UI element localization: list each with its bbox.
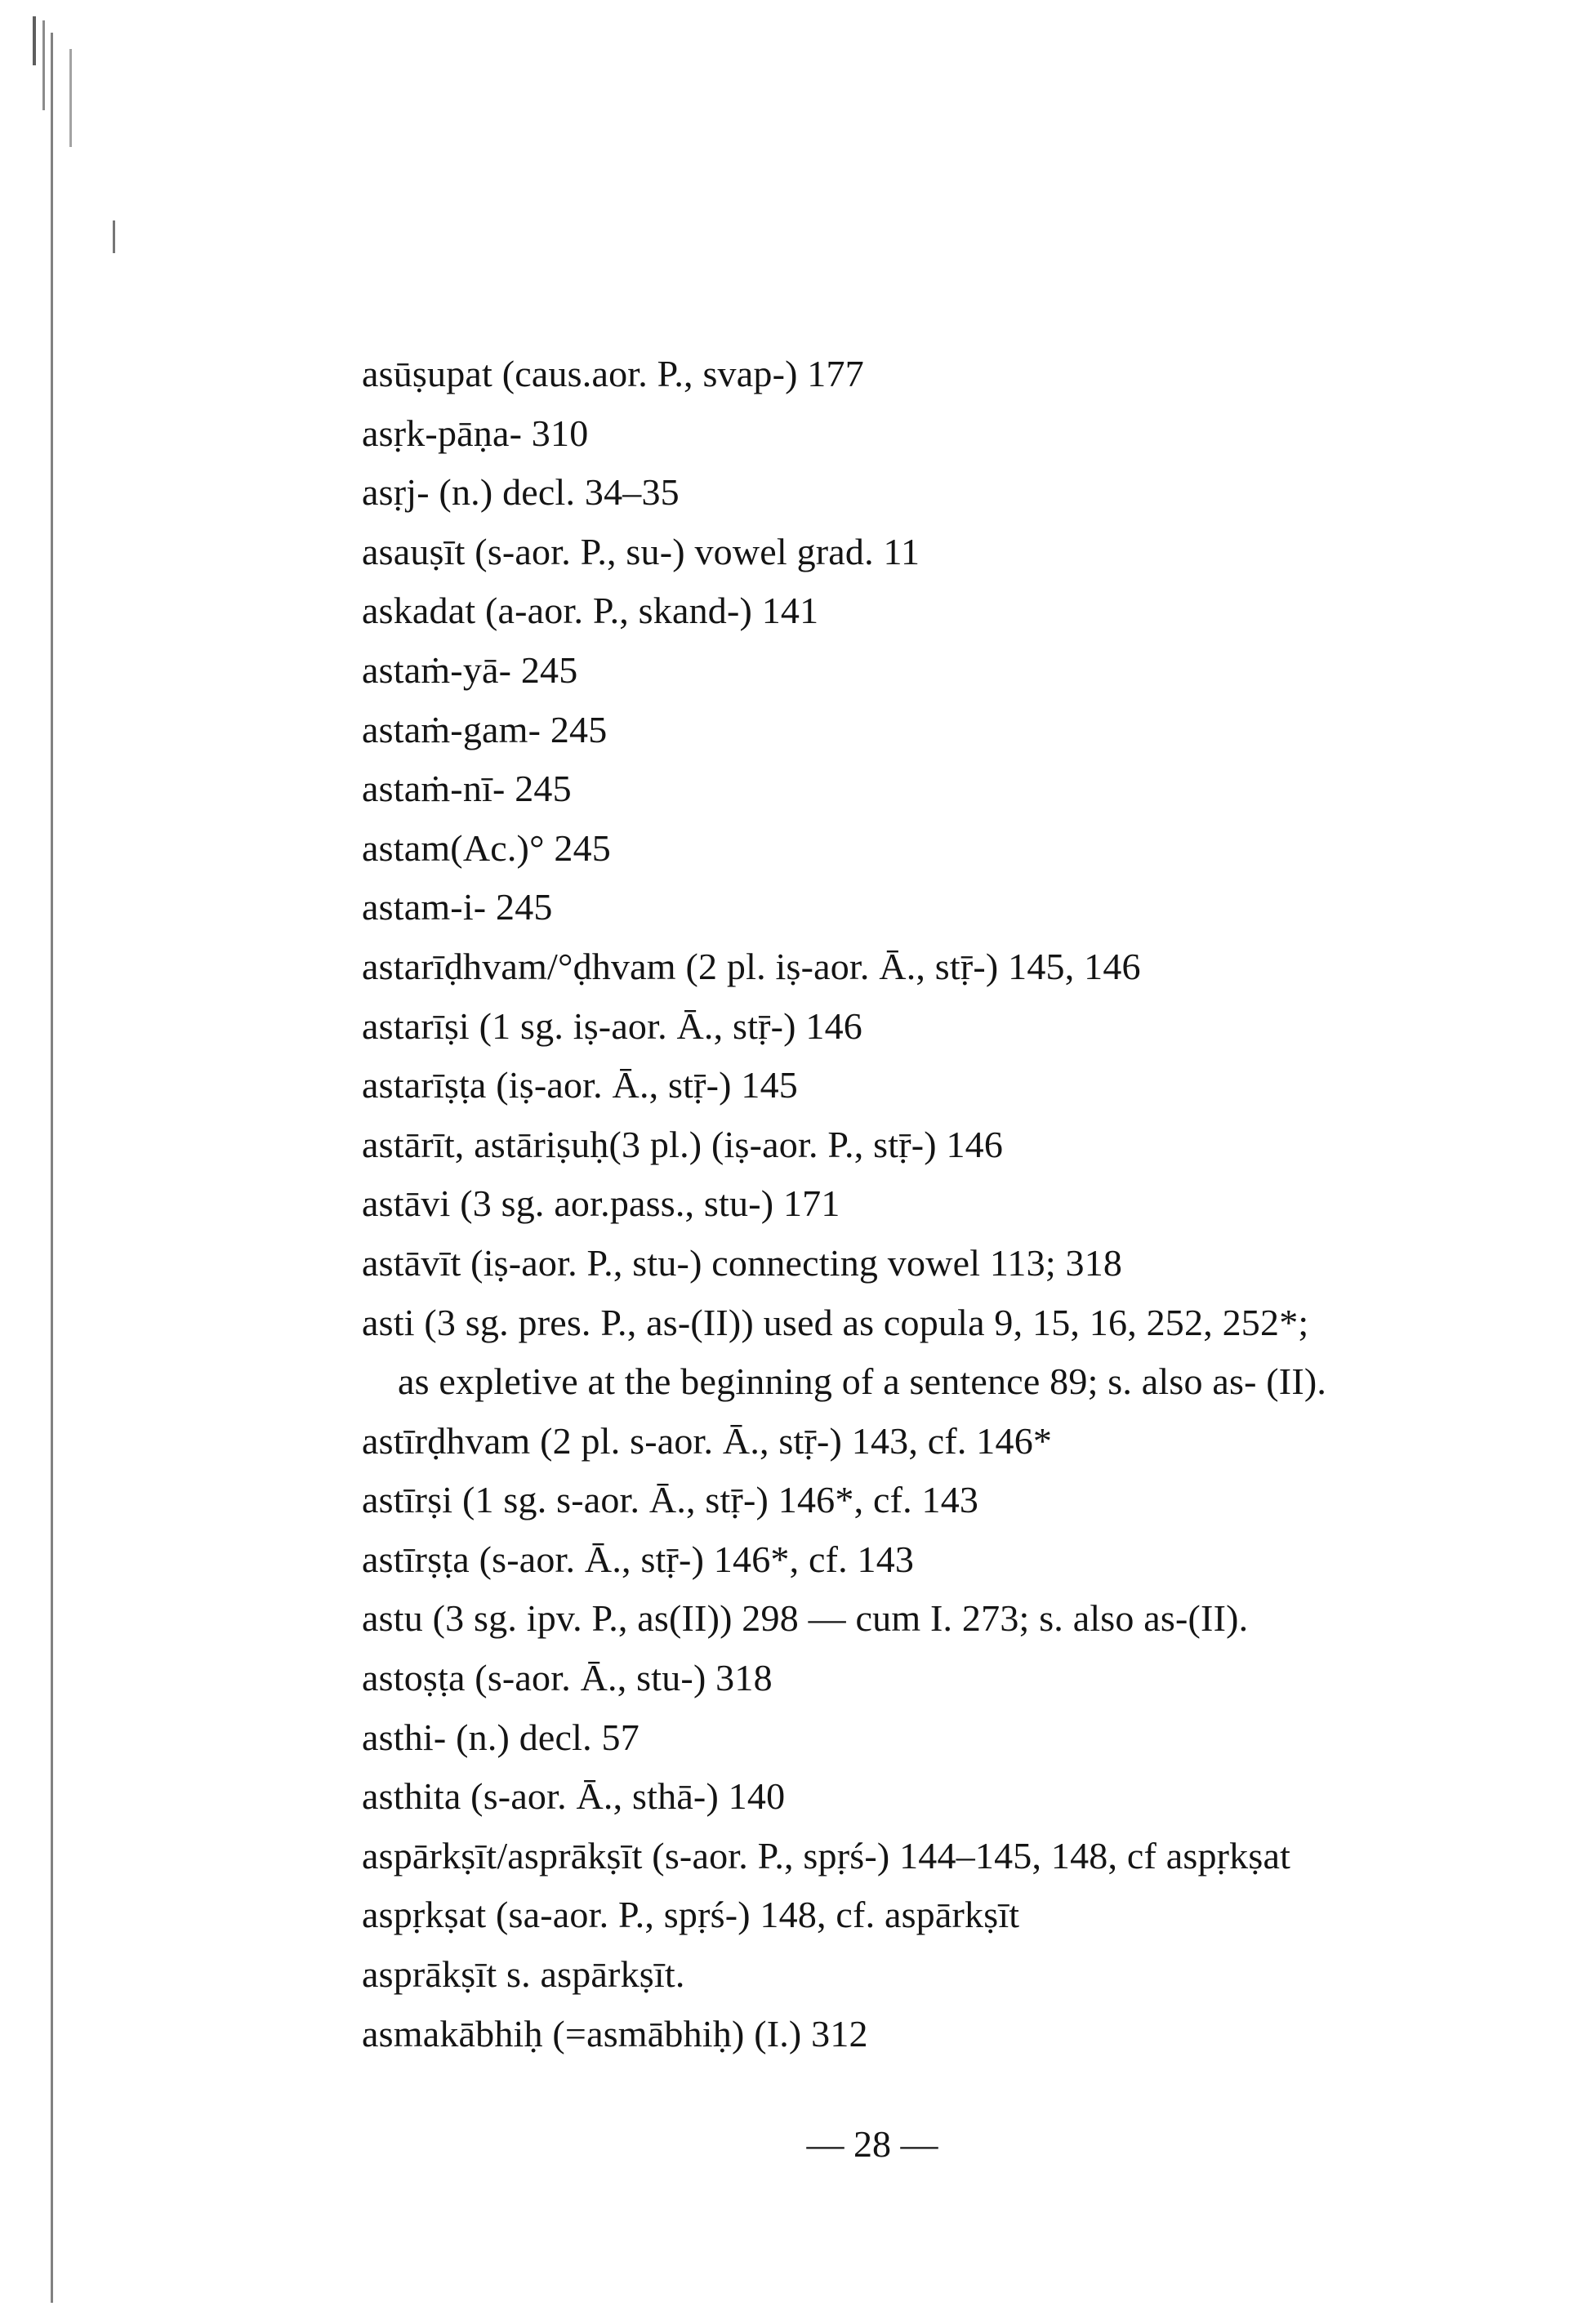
index-entry: asṛk-pāṇa- 310 (362, 412, 589, 454)
index-entry-continuation: as expletive at the beginning of a sentence 89; s. also as- (II). (398, 1360, 1327, 1403)
index-entry: astīrṣi (1 sg. s-aor. Ā., stṝ-) 146*, cf. 143 (362, 1479, 979, 1521)
index-entry: asṛj- (n.) decl. 34–35 (362, 471, 680, 514)
index-entry: asthita (s-aor. Ā., sthā-) 140 (362, 1775, 786, 1818)
index-entry: astarīḍhvam/°ḍhvam (2 pl. iṣ-aor. Ā., stṝ-) 145, 146 (362, 945, 1141, 987)
index-entry: asauṣīt (s-aor. P., su-) vowel grad. 11 (362, 530, 920, 572)
index-entries (362, 345, 1505, 2064)
index-entry: astāvīt (iṣ-aor. P., stu-) connecting vowel 113; 318 (362, 1241, 1123, 1284)
index-entry: astarīṣṭa (iṣ-aor. Ā., stṝ-) 145 (362, 1064, 798, 1106)
index-entry: askadat (a-aor. P., skand-) 141 (362, 590, 819, 632)
index-entry: astaṁ-yā- 245 (362, 648, 578, 691)
index-entry: astīrṣṭa (s-aor. Ā., stṝ-) 146*, cf. 143 (362, 1538, 915, 1580)
index-entry: aspṛkṣat (sa-aor. P., spṛś-) 148, cf. aspārkṣīt (362, 1894, 1020, 1936)
page-number: — 28 — (806, 2123, 938, 2165)
scan-edge-mark (33, 16, 36, 65)
index-entry: asprākṣīt s. aspārkṣīt. (362, 1953, 685, 1996)
scan-edge-mark (113, 220, 115, 253)
index-entry: astu (3 sg. ipv. P., as(II)) 298 — cum I. 273; s. also as-(II). (362, 1597, 1249, 1640)
index-entry: astaṁ-nī- 245 (362, 768, 572, 810)
index-entry: asūṣupat (caus.aor. P., svap-) 177 (362, 353, 864, 394)
index-entry: aspārkṣīt/asprākṣīt (s-aor. P., spṛś-) 144–145, 148, cf aspṛkṣat (362, 1834, 1291, 1877)
index-entry: astāvi (3 sg. aor.pass., stu-) 171 (362, 1182, 840, 1225)
index-entry: astārīt, astāriṣuḥ(3 pl.) (iṣ-aor. P., stṝ-) 146 (362, 1123, 1004, 1165)
scan-edge-line (51, 33, 53, 2303)
index-entry: asthi- (n.) decl. 57 (362, 1716, 640, 1758)
index-entry: astoṣṭa (s-aor. Ā., stu-) 318 (362, 1657, 773, 1699)
index-entry: astaṁ-gam- 245 (362, 708, 608, 750)
index-entry: astam(Ac.)° 245 (362, 826, 611, 869)
scan-edge-mark (42, 20, 45, 110)
index-entry: astīrḍhvam (2 pl. s-aor. Ā., stṝ-) 143, cf. 146* (362, 1419, 1053, 1462)
index-entry: asmakābhiḥ (=asmābhiḥ) (I.) 312 (362, 2012, 868, 2055)
index-entry: astam-i- 245 (362, 886, 553, 928)
index-entry: astarīṣi (1 sg. iṣ-aor. Ā., stṝ-) 146 (362, 1004, 862, 1047)
index-entry: asti (3 sg. pres. P., as-(II)) used as copula 9, 15, 16, 252, 252*; (362, 1301, 1309, 1343)
scan-edge-mark (69, 49, 72, 147)
